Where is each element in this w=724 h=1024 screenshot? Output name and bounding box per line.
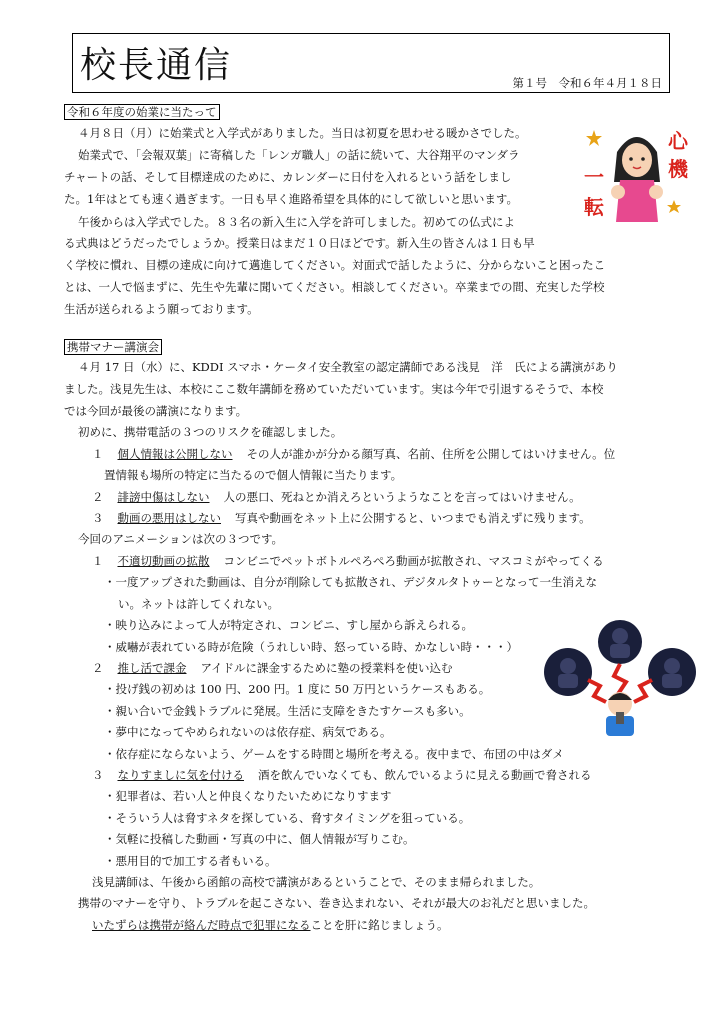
- anime-text: コンビニでペットボトルペろぺろ動画が拡散され、マスコミがやってくる: [223, 554, 604, 568]
- s2-intro-line: ４月 17 日（水）に、KDDI スマホ・ケータイ安全教室の認定講師である浅見 洋 氏による講演があり: [78, 360, 618, 374]
- closing-line: 浅見講師は、午後から函館の高校で講演があるということで、そのまま帰られました。: [92, 875, 541, 889]
- anime-item: [92, 554, 604, 568]
- anime-num: ３: [92, 768, 104, 782]
- risk-text: 写真や動画をネット上に公開すると、いつまでも消えずに残ります。: [235, 511, 591, 525]
- final-line: [92, 918, 449, 932]
- s1-line: 始業式で、「会報双葉」に寄稿した「レンガ職人」の話に続いて、大谷翔平のマンダラ: [78, 148, 520, 162]
- risk-key: 誹謗中傷はしない: [117, 490, 210, 504]
- kanji-ki: 機: [668, 157, 688, 181]
- risk-key: 動画の悪用はしない: [117, 511, 221, 525]
- online-threat-illustration: [540, 616, 702, 736]
- anime-bullet: ・一度アップされた動画は、自分が削除しても拡散され、デジタルタトゥーとなって一生消えな: [104, 575, 597, 589]
- anime-item: [92, 661, 452, 675]
- section1-heading: 令和６年度の始業に当たって: [64, 104, 220, 120]
- issue-info: 第１号 令和６年４月１８日: [512, 76, 662, 90]
- closing-line: 携帯のマナーを守り、トラブルを起こさない、巻き込まれない、それが最大のお礼だと思いました。: [78, 896, 596, 910]
- anime-bullet: ・投げ銭の初めは 100 円、200 円。1 度に 50 万円というケースもある。: [104, 682, 491, 696]
- anime-bullet: ・夢中になってやめられないのは依存症、病気である。: [104, 725, 392, 739]
- risk-item: [92, 490, 581, 504]
- kanji-shin: 心: [668, 129, 688, 153]
- section2-heading: 携帯マナー講演会: [64, 339, 162, 355]
- risk-item: [92, 447, 615, 461]
- page-title: 校長通信: [80, 45, 233, 86]
- s1-line: る式典はどうだったでしょうか。授業日はまだ１０日ほどです。新入生の皆さんは１日も早: [64, 236, 535, 250]
- s1-line: ４月８日（月）に始業式と入学式がありました。当日は初夏を思わせる暖かさでした。: [78, 126, 527, 140]
- s1-line: た。1年はとても速く過ぎます。一日も早く進路希望を具体的にして欲しいと思います。: [64, 192, 518, 206]
- anime-bullet: ・親い合いで金銭トラブルに発展。生活に支障をきたすケースも多い。: [104, 704, 471, 718]
- anime-text: アイドルに課金するために塾の授業料を使い込む: [200, 661, 453, 675]
- anime-bullet: ・依存症にならないよう、ゲームをする時間と場所を考える。夜中まで、布団の中はダメ: [104, 747, 564, 761]
- final-rest: ことを肝に銘じましょう。: [310, 918, 449, 932]
- s1-line: とは、一人で悩まずに、先生や先輩に聞いてください。相談してください。卒業までの間、充実した学校: [64, 280, 605, 294]
- anime-bullet: ・気軽に投稿した動画・写真の中に、個人情報が写りこむ。: [104, 832, 415, 846]
- s1-line: く学校に慣れ、目標の達成に向けて邁進してください。対面式で話したように、分からないこと困ったこ: [64, 258, 606, 272]
- anime-bullet: ・悪用目的で加工する者もいる。: [104, 854, 277, 868]
- girl-determination-illustration: [582, 122, 692, 222]
- s1-line: チャートの話、そして目標達成のために、カレンダーに日付を入れるという話をしまし: [64, 170, 512, 184]
- anime-num: ２: [92, 661, 104, 675]
- s2-intro-line: 初めに、携帯電話の３つのリスクを確認しました。: [78, 425, 343, 439]
- kanji-ichi: 一: [584, 165, 604, 189]
- s2-intro-line: では今回が最後の講演になります。: [64, 404, 248, 418]
- anime-bullet: ・そういう人は脅すネタを探している、脅すタイミングを狙っている。: [104, 811, 471, 825]
- risk-num: ２: [92, 490, 104, 504]
- s2-intro-line: ました。浅見先生は、本校にここ数年講師を務めていただいています。実は今年で引退するそうで、本校: [64, 382, 604, 396]
- anime-bullet: ・映り込みによって人が特定され、コンビニ、すし屋から訴えられる。: [104, 618, 474, 632]
- anime-key: なりすましに気を付ける: [117, 768, 244, 782]
- anime-bullet: ・犯罪者は、若い人と仲良くなりたいためになりすます: [104, 789, 392, 803]
- risk-text: 人の悪口、死ねとか消えろというようなことを言ってはいけません。: [223, 490, 581, 504]
- anime-key: 不適切動画の拡散: [117, 554, 210, 568]
- anime-item: [92, 768, 592, 782]
- anime-intro: 今回のアニメーションは次の３つです。: [78, 532, 284, 546]
- anime-bullet: い。ネットは許してくれない。: [118, 597, 279, 611]
- s1-line: 午後からは入学式でした。８３名の新入生に入学を許可しました。初めての仏式によ: [78, 215, 515, 229]
- anime-key: 推し活で課金: [117, 661, 187, 675]
- risk-num: ３: [92, 511, 104, 525]
- risk-num: １: [92, 447, 104, 461]
- risk-cont: 置情報も場所の特定に当たるので個人情報に当たります。: [104, 468, 403, 482]
- final-underlined: いたずらは携帯が絡んだ時点で犯罪になる: [92, 918, 311, 932]
- risk-text: その人が誰かが分かる顔写真、名前、住所を公開してはいけません。位: [246, 447, 616, 461]
- anime-text: 酒を飲んでいなくても、飲んでいるように見える動画で脅される: [258, 768, 592, 782]
- s1-line: 生活が送られるよう願っております。: [64, 302, 259, 316]
- anime-num: １: [92, 554, 104, 568]
- risk-item: [92, 511, 591, 525]
- risk-key: 個人情報は公開しない: [117, 447, 233, 461]
- anime-bullet: ・威嚇が表れている時が危険（うれしい時、怒っている時、かなしい時・・・）: [104, 640, 518, 654]
- kanji-ten: 転: [584, 195, 604, 219]
